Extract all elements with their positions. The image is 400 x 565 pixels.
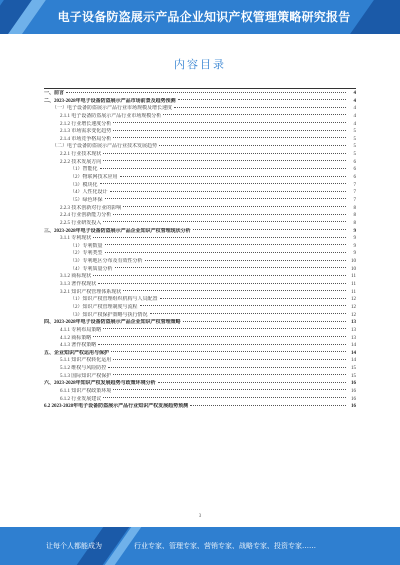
toc-leader-dots (98, 344, 346, 345)
toc-entry-label: 三、2023-2028年电子设备防盗展示产品企业知识产权管理现状分析 (44, 228, 191, 234)
page-number: 3 (198, 514, 202, 519)
toc-entry-page: 4 (353, 91, 356, 96)
toc-entry-label: （2）物联网技术应用 (70, 175, 118, 181)
toc-leader-dots (140, 305, 346, 306)
toc-entry-page: 5 (353, 129, 356, 135)
toc-entry[interactable] (44, 319, 356, 327)
toc-entry-page: 16 (351, 404, 356, 410)
toc-entry-label: 2.2.2 技术发展方向 (60, 159, 102, 165)
toc-entry-label: （3）知识产权保护策略与执行情况 (70, 312, 148, 318)
footer-banner (0, 527, 400, 565)
toc-leader-dots (113, 130, 346, 131)
toc-entry-label: 4.1.3 著作权策略 (60, 343, 97, 349)
toc-entry[interactable] (44, 174, 356, 182)
toc-entry-page: 4 (353, 98, 356, 104)
toc-entry-page: 7 (353, 190, 356, 196)
toc-leader-dots (150, 313, 346, 314)
toc-entry-label: 3.1.3 著作权现状 (60, 282, 97, 288)
toc-entry-label: 6.1.2 行业发展建议 (60, 396, 102, 402)
toc-leader-dots (123, 206, 346, 207)
toc-entry-label: 一、前言 (44, 91, 65, 96)
toc-entry[interactable] (44, 151, 356, 159)
toc-entry-label: 2.2.5 行业研发投入 (60, 220, 102, 226)
toc-entry-label: （4）人性化设计 (70, 190, 108, 196)
toc-divider (44, 88, 356, 89)
toc-entry-label: （2）专利类型 (70, 251, 103, 257)
toc-entry-label: 5.1.3 国际知识产权保护 (60, 373, 112, 379)
toc-entry-page: 4 (353, 106, 356, 112)
toc-leader-dots (100, 168, 346, 169)
toc-entry[interactable] (44, 396, 356, 404)
toc-entry[interactable] (44, 98, 356, 106)
toc-entry[interactable] (44, 182, 356, 190)
toc-entry[interactable] (44, 365, 356, 373)
toc-entry-label: 5.1.2 维权与风险防控 (60, 366, 107, 372)
toc-entry-page: 7 (353, 182, 356, 188)
toc-entry-page: 11 (351, 282, 356, 288)
toc-entry-label: （二）电子设备防盗展示产品行业技术发展趋势 (52, 144, 158, 150)
toc-leader-dots (113, 374, 346, 375)
toc-entry[interactable] (44, 312, 356, 320)
toc-leader-dots (113, 359, 346, 360)
toc-entry-page: 5 (353, 152, 356, 158)
toc-entry-page: 13 (351, 335, 356, 341)
toc-entry-label: 4.1.2 商标策略 (60, 335, 92, 341)
toc-entry[interactable] (44, 350, 356, 358)
toc-entry[interactable] (44, 266, 356, 274)
toc-leader-dots (108, 367, 346, 368)
toc-entry-page: 11 (351, 289, 356, 295)
toc-leader-dots (113, 137, 346, 138)
toc-leader-dots (111, 351, 346, 352)
toc-entry-label: （一）电子设备防盗展示产品行业市场规模及增长速度 (52, 106, 173, 112)
toc-entry-label: （4）专利质量分析 (70, 266, 113, 272)
toc-entry-page: 16 (351, 381, 356, 387)
toc-entry[interactable] (44, 212, 356, 220)
toc-leader-dots (105, 244, 346, 245)
report-title: 电子设备防盗展示产品企业知识产权管理策略研究报告 (57, 10, 351, 24)
toc-leader-dots (113, 214, 346, 215)
toc-entry[interactable] (44, 289, 356, 297)
toc-entry[interactable] (44, 296, 356, 304)
table-of-contents (44, 90, 356, 411)
toc-entry-label: 4.1.1 专利布局策略 (60, 327, 102, 333)
toc-leader-dots (120, 176, 346, 177)
toc-entry-page: 10 (351, 266, 356, 272)
toc-entry-page: 12 (351, 304, 356, 310)
toc-entry[interactable] (44, 197, 356, 205)
toc-leader-dots (145, 260, 346, 261)
toc-entry-page: 8 (353, 213, 356, 219)
toc-entry[interactable] (44, 342, 356, 350)
toc-entry-page: 4 (353, 113, 356, 119)
toc-entry[interactable] (44, 380, 356, 388)
toc-entry[interactable] (44, 205, 356, 213)
toc-entry[interactable] (44, 357, 356, 365)
toc-leader-dots (103, 160, 346, 161)
toc-entry-label: （3）模块化 (70, 182, 98, 188)
toc-entry-page: 7 (353, 197, 356, 203)
toc-entry[interactable] (44, 335, 356, 343)
toc-entry-label: 3.1.2 商标现状 (60, 274, 92, 280)
toc-entry[interactable] (44, 113, 356, 121)
toc-leader-dots (103, 328, 346, 329)
toc-leader-dots (163, 114, 346, 115)
toc-entry-page: 6 (353, 159, 356, 165)
toc-entry-page: 14 (351, 343, 356, 349)
toc-leader-dots (105, 252, 346, 253)
toc-entry[interactable] (44, 189, 356, 197)
toc-entry-page: 9 (353, 243, 356, 249)
toc-leader-dots (159, 145, 346, 146)
toc-entry-label: 6.2 2023-2028年电子设备防盗展示产品行业知识产权发展趋势预测 (44, 404, 189, 410)
toc-entry-label: 五、企业知识产权运用与保护 (44, 350, 110, 356)
toc-leader-dots (100, 183, 346, 184)
toc-entry-page: 13 (351, 320, 356, 326)
toc-entry[interactable] (44, 281, 356, 289)
toc-entry-label: 2.2.4 行业创新能力分析 (60, 213, 112, 219)
toc-entry-label: 5.1.1 知识产权转化运用 (60, 358, 112, 364)
toc-entry-label: （2）知识产权管理制度与流程 (70, 304, 138, 310)
toc-entry-label: 2.1.2 行业增长速度分析 (60, 121, 112, 127)
toc-entry-label: 六、2023-2028年知识产权发展趋势与政策环境分析 (44, 381, 156, 387)
toc-entry-page: 5 (353, 136, 356, 142)
toc-entry[interactable] (44, 250, 356, 258)
toc-entry[interactable] (44, 90, 356, 98)
toc-leader-dots (103, 397, 346, 398)
toc-entry[interactable] (44, 121, 356, 129)
toc-entry-page: 6 (353, 175, 356, 181)
toc-entry-page: 12 (351, 312, 356, 318)
toc-leader-dots (160, 298, 346, 299)
toc-entry-label: 四、2023-2028年电子设备防盗展示产品企业知识产权管理策略 (44, 320, 181, 326)
toc-entry[interactable] (44, 258, 356, 266)
toc-entry[interactable] (44, 159, 356, 167)
toc-entry[interactable] (44, 166, 356, 174)
toc-entry[interactable] (44, 105, 356, 113)
toc-leader-dots (113, 389, 346, 390)
toc-leader-dots (66, 92, 346, 93)
toc-leader-dots (103, 153, 346, 154)
toc-leader-dots (105, 198, 346, 199)
footer-expert-list: 行业专家、管理专家、营销专家、战略专家、投资专家…… (134, 542, 316, 550)
toc-leader-dots (110, 191, 346, 192)
toc-entry-page: 12 (351, 297, 356, 303)
toc-entry-page: 8 (353, 220, 356, 226)
toc-entry-label: （3）专利地区分布及有效性分析 (70, 259, 143, 265)
toc-entry[interactable] (44, 388, 356, 396)
toc-entry-page: 9 (353, 228, 356, 234)
toc-entry-page: 15 (351, 366, 356, 372)
toc-leader-dots (123, 290, 346, 291)
toc-entry-page: 14 (351, 350, 356, 356)
toc-leader-dots (158, 382, 346, 383)
toc-entry[interactable] (44, 143, 356, 151)
toc-entry[interactable] (44, 243, 356, 251)
toc-entry-page: 14 (351, 358, 356, 364)
toc-entry-page: 4 (353, 121, 356, 127)
toc-entry-page: 16 (351, 388, 356, 394)
toc-entry-page: 15 (351, 373, 356, 379)
toc-entry-page: 8 (353, 205, 356, 211)
toc-leader-dots (190, 405, 346, 406)
toc-entry[interactable] (44, 235, 356, 243)
toc-leader-dots (174, 107, 346, 108)
toc-entry-label: 3.1.1 专利现状 (60, 236, 92, 242)
toc-entry-page: 6 (353, 167, 356, 173)
toc-entry-label: 2.1.3 市场需求变化趋势 (60, 129, 112, 135)
toc-entry-label: （1）知识产权管理组织机构与人员配置 (70, 297, 158, 303)
toc-entry[interactable] (44, 327, 356, 335)
toc-entry[interactable] (44, 220, 356, 228)
toc-entry[interactable] (44, 136, 356, 144)
toc-entry-label: 二、2023-2028年电子设备防盗展示产品市场前景及趋势预测 (44, 98, 176, 104)
toc-leader-dots (93, 237, 346, 238)
toc-entry[interactable] (44, 128, 356, 136)
toc-heading: 内容目录 (174, 58, 226, 71)
toc-entry[interactable] (44, 273, 356, 281)
toc-entry-label: 3.2.1 知识产权管理体系现状 (60, 289, 122, 295)
toc-leader-dots (183, 321, 346, 322)
toc-leader-dots (103, 221, 346, 222)
toc-entry-page: 9 (353, 236, 356, 242)
toc-entry-label: （5）绿色环保 (70, 197, 103, 203)
toc-entry-label: 6.1.1 知识产权政策环境 (60, 388, 112, 394)
toc-entry[interactable] (44, 373, 356, 381)
toc-leader-dots (115, 267, 346, 268)
toc-entry-label: 2.2.3 技术创新对行业的影响 (60, 205, 122, 211)
toc-leader-dots (193, 229, 346, 230)
toc-entry-page: 5 (353, 144, 356, 150)
toc-entry-label: （1）智能化 (70, 167, 98, 173)
toc-entry-label: （1）专利数量 (70, 243, 103, 249)
toc-entry-page: 13 (351, 327, 356, 333)
toc-entry[interactable] (44, 304, 356, 312)
toc-entry-page: 16 (351, 396, 356, 402)
header-banner (0, 0, 400, 34)
toc-entry-page: 9 (353, 251, 356, 257)
toc-leader-dots (178, 99, 346, 100)
toc-leader-dots (93, 336, 346, 337)
toc-entry-page: 11 (351, 274, 356, 280)
toc-entry[interactable] (44, 403, 356, 411)
toc-entry-page: 10 (351, 259, 356, 265)
toc-entry-label: 2.1.4 市场竞争格局分析 (60, 136, 112, 142)
toc-entry-label: 2.2.1 行业技术现状 (60, 152, 102, 158)
toc-entry-label: 2.1.1 电子设备防盗展示产品行业市场规模分析 (60, 113, 162, 119)
toc-leader-dots (93, 275, 346, 276)
toc-entry[interactable] (44, 228, 356, 236)
footer-slogan: 让每个人都能成为 (46, 542, 102, 550)
toc-leader-dots (98, 283, 346, 284)
toc-leader-dots (113, 122, 346, 123)
